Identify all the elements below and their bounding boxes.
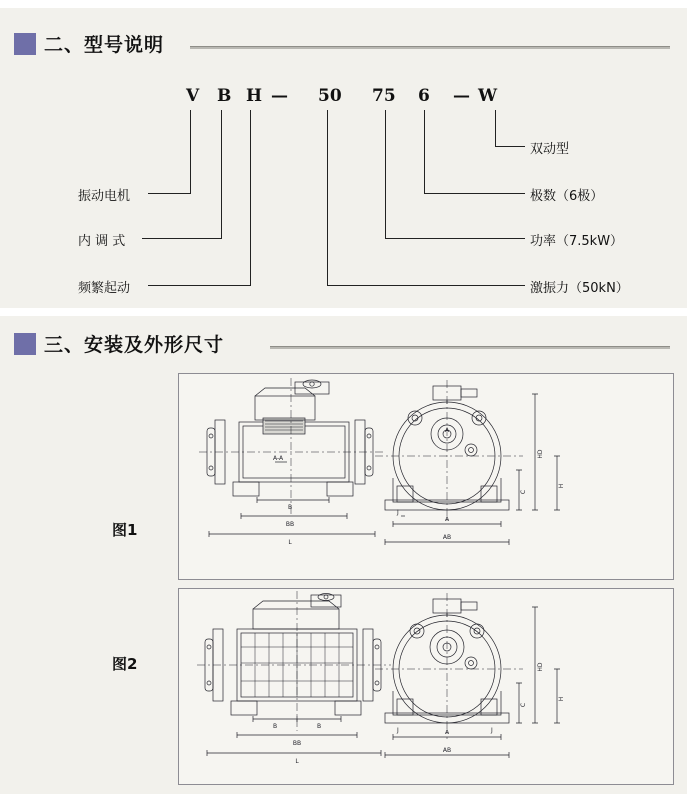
label-frequent-start: 频繁起动 <box>78 281 131 296</box>
code-part-dash1: — <box>271 86 288 106</box>
fig1-note-b: B <box>287 504 293 511</box>
figure-2-box <box>178 588 674 785</box>
leader-v-vertical <box>190 110 191 193</box>
section-title-model: 型号说明 <box>84 34 165 56</box>
fig2-note-j1: J <box>397 727 399 734</box>
leader-6-horizontal <box>424 193 525 194</box>
section-dimensions-panel <box>0 316 687 794</box>
section-heading-dimensions <box>14 330 224 357</box>
section-accent-bar <box>14 33 36 55</box>
leader-b-horizontal <box>142 238 222 239</box>
leader-w-vertical <box>495 110 496 146</box>
fig2-note-bb: BB <box>292 740 302 747</box>
section-heading-model <box>14 30 164 57</box>
fig1-note-bb: BB <box>285 521 295 528</box>
fig2-note-hd: HD <box>537 662 544 672</box>
figure-1-drawing <box>179 374 671 577</box>
label-double-action: 双动型 <box>530 142 570 157</box>
fig1-note-a-center: A <box>444 427 450 434</box>
fig2-note-b2: B <box>316 723 322 730</box>
leader-50-horizontal <box>327 285 525 286</box>
section-rule-dimensions <box>270 346 670 349</box>
leader-w-horizontal <box>495 146 525 147</box>
fig2-note-c: C <box>520 702 527 708</box>
leader-75-horizontal <box>385 238 525 239</box>
figure-1-box <box>178 373 674 580</box>
figure-2-drawing <box>179 589 671 782</box>
fig2-note-h: H <box>558 696 565 702</box>
code-part-v: V <box>186 86 200 106</box>
label-pole-count: 极数（6极） <box>530 189 604 204</box>
leader-6-vertical <box>424 110 425 193</box>
label-internal-adjust: 内 调 式 <box>78 234 126 249</box>
leader-v-horizontal <box>148 193 191 194</box>
fig1-note-a: A <box>444 516 450 523</box>
fig1-note-hd: HD <box>537 449 544 459</box>
code-part-dash2: — <box>453 86 470 106</box>
code-part-6: 6 <box>418 86 430 106</box>
section-model-panel <box>0 8 687 308</box>
label-power: 功率（7.5kW） <box>530 234 624 249</box>
label-exciting-force: 激振力（50kN） <box>530 281 629 296</box>
fig2-note-ab: AB <box>442 747 452 754</box>
fig2-note-l: L <box>295 758 299 765</box>
leader-b-vertical <box>221 110 222 238</box>
leader-50-vertical <box>327 110 328 285</box>
code-part-w: W <box>478 86 498 106</box>
leader-75-vertical <box>385 110 386 238</box>
code-part-b: B <box>217 86 232 106</box>
section-title-model-number: 二、 <box>44 34 85 56</box>
code-part-50: 50 <box>318 86 342 106</box>
code-part-h: H <box>246 86 263 106</box>
section-accent-bar-2 <box>14 333 36 355</box>
fig1-note-j: J <box>397 509 399 516</box>
fig2-note-j2: J <box>491 727 493 734</box>
fig1-note-ab: AB <box>442 534 452 541</box>
fig2-note-b1: B <box>272 723 278 730</box>
fig1-note-l: L <box>288 539 292 546</box>
leader-h-horizontal <box>148 285 251 286</box>
leader-h-vertical <box>250 110 251 285</box>
code-part-75: 75 <box>372 86 396 106</box>
section-rule-model <box>190 46 670 49</box>
fig1-note-c: C <box>520 489 527 495</box>
fig1-note-h: H <box>558 483 565 489</box>
figure-1-label: 图1 <box>112 521 138 539</box>
section-title-dimensions-number: 三、 <box>44 334 85 356</box>
fig2-note-a: A <box>444 729 450 736</box>
figure-2-label: 图2 <box>112 655 138 673</box>
fig1-note-aa: A-A <box>273 455 284 462</box>
section-title-dimensions: 安装及外形尺寸 <box>84 334 225 356</box>
label-vibration-motor: 振动电机 <box>78 189 131 204</box>
